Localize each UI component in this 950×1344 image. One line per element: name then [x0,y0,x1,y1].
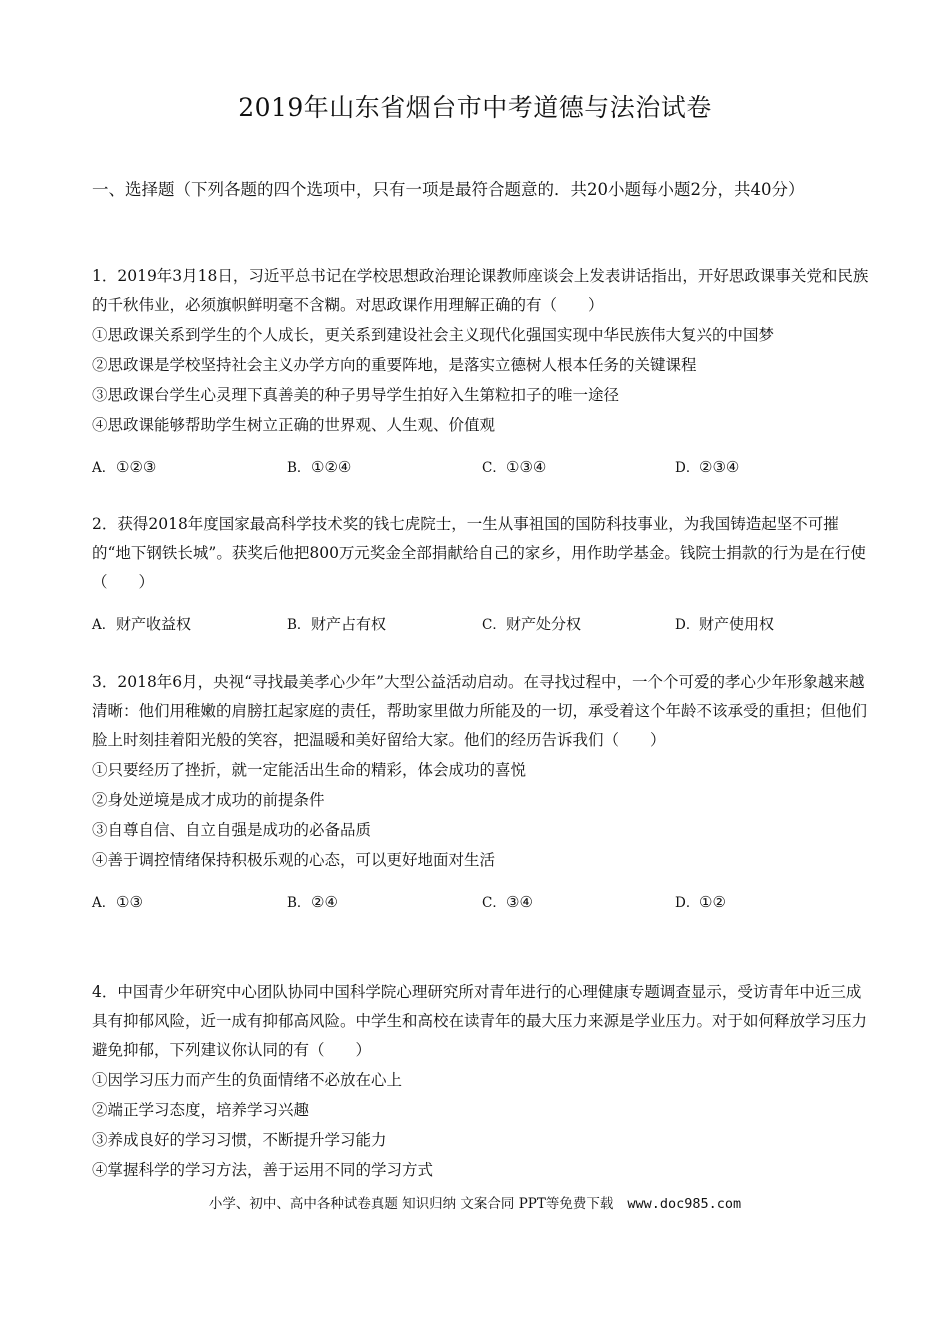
choice-d[interactable]: D．②③④ [675,458,740,476]
question-stem: 4．中国青少年研究中心团队协同中国科学院心理研究所对青年进行的心理健康专题调查显示，受访青年中近三成具有抑郁风险，近一成有抑郁高风险。中学生和高校在读青年的最大压力来源是学业压力。对于如何释放学习压力避免抑郁，下列建议你认同的有（ ） [92,983,868,1059]
statement-4: ④掌握科学的学习方法，善于运用不同的学习方式 [92,1161,434,1179]
choice-c[interactable]: C．财产处分权 [482,615,582,633]
footer-text: 小学、初中、高中各种试卷真题 知识归纳 文案合同 PPT等免费下载 [208,1196,614,1212]
choice-b[interactable]: B．①②④ [287,458,352,476]
statement-1: ①只要经历了挫折，就一定能活出生命的精彩，体会成功的喜悦 [92,761,527,779]
choice-c[interactable]: C．③④ [482,893,533,911]
section-heading: 一、选择题（下列各题的四个选项中，只有一项是最符合题意的．共20小题每小题2分，共40分） [92,180,805,199]
question-stem: 1．2019年3月18日，习近平总书记在学校思想政治理论课教师座谈会上发表讲话指出，开好思政课事关党和民族的千秋伟业，必须旗帜鲜明毫不含糊。对思政课作用理解正确的有（ ） [92,267,869,314]
footer-site-link[interactable]: www.doc985.com [627,1196,742,1212]
statement-1: ①因学习压力而产生的负面情绪不必放在心上 [92,1071,403,1089]
choice-a[interactable]: A．①③ [92,893,143,911]
choice-d[interactable]: D．财产使用权 [675,615,775,633]
choice-a[interactable]: A．①②③ [92,458,157,476]
answer-choices [92,887,872,917]
statement-3: ③养成良好的学习习惯，不断提升学习能力 [92,1131,387,1149]
exam-title: 2019年山东省烟台市中考道德与法治试卷 [238,93,712,122]
choice-d[interactable]: D．①② [675,893,726,911]
statement-1: ①思政课关系到学生的个人成长，更关系到建设社会主义现代化强国实现中华民族伟大复兴的中国梦 [92,326,775,344]
statement-4: ④善于调控情绪保持积极乐观的心态，可以更好地面对生活 [92,851,496,869]
statement-2: ②端正学习态度，培养学习兴趣 [92,1101,310,1119]
statement-2: ②思政课是学校坚持社会主义办学方向的重要阵地，是落实立德树人根本任务的关键课程 [92,356,697,374]
statement-2: ②身处逆境是成才成功的前提条件 [92,791,325,809]
question-1 [92,262,872,482]
page-footer [0,1192,950,1212]
answer-choices [92,452,872,482]
question-4 [92,978,872,1185]
choice-b[interactable]: B．财产占有权 [287,615,387,633]
question-2 [92,510,872,639]
statement-3: ③思政课台学生心灵理下真善美的种子男导学生拍好入生第粒扣子的唯一途径 [92,386,620,404]
statement-3: ③自尊自信、自立自强是成功的必备品质 [92,821,372,839]
question-stem: 3．2018年6月，央视“寻找最美孝心少年”大型公益活动启动。在寻找过程中，一个个可爱的孝心少年形象越来越清晰：他们用稚嫩的肩膀扛起家庭的责任，帮助家里做力所能及的一切，承受着这个年龄不该承受的重担；但他们脸上时刻挂着阳光般的笑容，把温暖和美好留给大家。他们的经历告诉我们（ ） [92,673,868,749]
answer-choices [92,609,872,639]
question-3 [92,668,872,917]
question-stem: 2．获得2018年度国家最高科学技术奖的钱七虎院士，一生从事祖国的国防科技事业，为我国铸造起坚不可摧的“地下钢铁长城”。获奖后他把800万元奖金全部捐献给自己的家乡，用作助学基金。钱院士捐款的行为是在行使（ ） [92,515,866,591]
choice-a[interactable]: A．财产收益权 [92,615,192,633]
choice-b[interactable]: B．②④ [287,893,338,911]
choice-c[interactable]: C．①③④ [482,458,547,476]
statement-4: ④思政课能够帮助学生树立正确的世界观、人生观、价值观 [92,416,496,434]
